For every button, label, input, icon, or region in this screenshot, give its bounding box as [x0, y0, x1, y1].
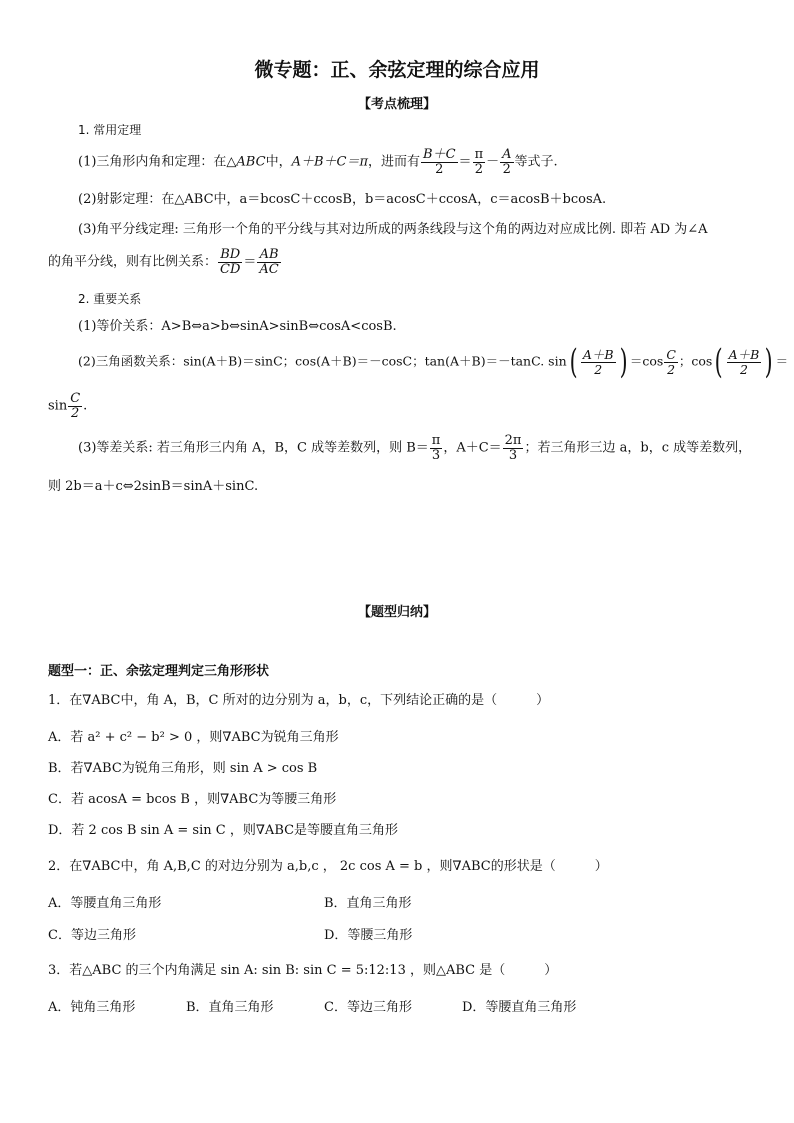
fraction: $\frac{\pi}{3}$ — [431, 433, 441, 463]
question-1-option-b: B．若∇ABC为锐角三角形，则 sin A > cos B — [48, 761, 318, 776]
relation-equivalence: (1)等价关系：A>B⇔a>b⇔sinA>sinB⇔cosA<cosB. — [78, 319, 397, 334]
fraction: $\frac{C}{2}$ — [70, 391, 81, 421]
fraction: $\frac{B+C}{2}$ — [423, 147, 456, 177]
question-2-option-d: D．等腰三角形 — [324, 928, 413, 943]
question-2-option-a: A．等腰直角三角形 — [48, 896, 162, 911]
question-1-option-d: D．若 2 cos B sin A = sin C ，则∇ABC是等腰直角三角形 — [48, 823, 399, 838]
theorem-bisector-ratio: 的角平分线，则有比例关系： $\frac{BD}{CD}$ ＝ $\frac{AB}{AC}$ — [48, 247, 279, 277]
page-title: 微专题：正、余弦定理的综合应用 — [254, 59, 540, 81]
theorem-angle-bisector: (3)角平分线定理: 三角形一个角的平分线与其对边所成的两条线段与这个角的两边对应成比例. 即若 AD 为∠A — [78, 222, 708, 237]
relation-trig: (2)三角函数关系：sin(A＋B)＝sinC；cos(A＋B)＝－cosC；tan(A＋B)＝－tanC. sin( $\frac{A+B}{2}$ ) ＝cos $\frac{C}{2}$ ；cos( $\frac{A+B}{2}$ ) ＝ — [78, 342, 789, 382]
relation-arithmetic-continued: 则 2b＝a＋c⇔2sinB＝sinA＋sinC. — [48, 479, 259, 494]
fraction: $\frac{BD}{CD}$ — [220, 247, 241, 277]
fraction: $\frac{2\pi}{3}$ — [504, 433, 522, 463]
fraction: $\frac{A+B}{2}$ — [582, 347, 614, 377]
relation-trig-continued: sin $\frac{C}{2}$ . — [48, 391, 88, 421]
section-heading-review: 【考点梳理】 — [357, 97, 436, 112]
fraction: $\frac{\pi}{2}$ — [474, 147, 484, 177]
section-heading-question-types: 【题型归纳】 — [357, 605, 436, 620]
question-3-stem: 3．若△ABC 的三个内角满足 sin A: sin B: sin C = 5:12:13 ，则△ABC 是（ ） — [48, 963, 558, 978]
question-type-title: 题型一：正、余弦定理判定三角形形状 — [48, 664, 270, 679]
question-3-option-b: B．直角三角形 — [186, 1000, 274, 1015]
fraction: $\frac{A}{2}$ — [502, 147, 512, 177]
question-3-option-a: A．钝角三角形 — [48, 1000, 136, 1015]
question-2-option-c: C．等边三角形 — [48, 928, 136, 943]
question-1-option-c: C．若 acosA = bcos B ，则∇ABC为等腰三角形 — [48, 792, 337, 807]
question-2-option-b: B．直角三角形 — [324, 896, 412, 911]
fraction: $\frac{A+B}{2}$ — [728, 347, 760, 377]
relation-arithmetic: (3)等差关系: 若三角形三内角 A，B，C 成等差数列，则 B＝ $\frac{\pi}{3}$ ，A＋C＝ $\frac{2\pi}{3}$ ；若三角形三边 a，b，c 成等差数列， — [78, 433, 752, 463]
question-3-option-c: C．等边三角形 — [324, 1000, 412, 1015]
theorem-projection: (2)射影定理：在△ABC中，a＝bcosC＋ccosB，b＝acosC＋ccosA，c＝acosB＋bcosA. — [78, 192, 607, 207]
subheading-common-theorems: 1. 常用定理 — [78, 123, 142, 137]
question-3-option-d: D．等腰直角三角形 — [462, 1000, 577, 1015]
fraction: $\frac{C}{2}$ — [666, 347, 676, 377]
fraction: $\frac{AB}{AC}$ — [259, 247, 279, 277]
theorem-angle-sum: (1)三角形内角和定理：在△ABC中，A＋B＋C＝π，进而有 $\frac{B+C}{2}$ ＝ $\frac{\pi}{2}$ － $\frac{A}{2}$ 等式子. — [78, 147, 558, 177]
question-1-stem: 1．在∇ABC中，角 A，B，C 所对的边分别为 a，b，c，下列结论正确的是（ ） — [48, 693, 550, 708]
question-2-stem: 2．在∇ABC中，角 A,B,C 的对边分别为 a,b,c ， 2c cos A = b ，则∇ABC的形状是（ ） — [48, 859, 608, 874]
subheading-important-relations: 2. 重要关系 — [78, 292, 142, 306]
question-1-option-a: A．若 a² + c² − b² > 0 ，则∇ABC为锐角三角形 — [48, 730, 339, 745]
